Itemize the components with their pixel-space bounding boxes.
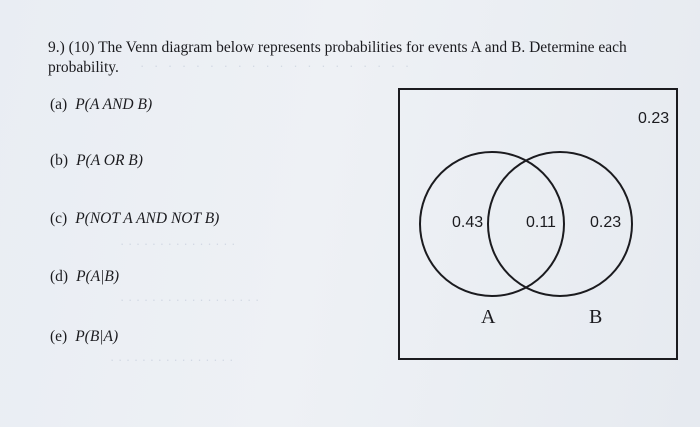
b-only-probability: 0.23 — [590, 214, 622, 231]
part-b — [50, 152, 143, 170]
part-expression: P(A|B) — [76, 268, 120, 285]
part-label: (c) — [50, 210, 68, 227]
a-only-probability: 0.43 — [452, 214, 484, 231]
part-a — [50, 96, 152, 114]
part-c — [50, 210, 219, 228]
intersection-probability: 0.11 — [526, 214, 556, 231]
circle-b-label: B — [589, 306, 603, 328]
part-expression: P(A OR B) — [76, 152, 143, 169]
question-header: 9.) (10) The Venn diagram below represents probabilities for events A and B. Determine each probability. — [48, 39, 627, 76]
part-label: (b) — [50, 152, 69, 169]
part-label: (a) — [50, 96, 68, 113]
bleed-through-text: · · · · · · · · · · · · · · · · · · — [120, 292, 260, 307]
bleed-through-text: · · · · · · · · · · · · · · · · · · · · — [140, 58, 413, 73]
outside-probability: 0.23 — [638, 110, 670, 127]
part-e — [50, 328, 118, 346]
circle-a-label: A — [481, 306, 496, 328]
part-expression: P(NOT A AND NOT B) — [75, 210, 220, 227]
bleed-through-text: · · · · · · · · · · · · · · · — [120, 236, 236, 251]
part-label: (e) — [50, 328, 68, 345]
part-label: (d) — [50, 268, 69, 285]
bleed-through-text: · · · · · · · · · · · · · · · · — [110, 352, 234, 367]
part-expression: P(A AND B) — [75, 96, 153, 113]
part-d — [50, 268, 119, 286]
part-expression: P(B|A) — [75, 328, 119, 345]
